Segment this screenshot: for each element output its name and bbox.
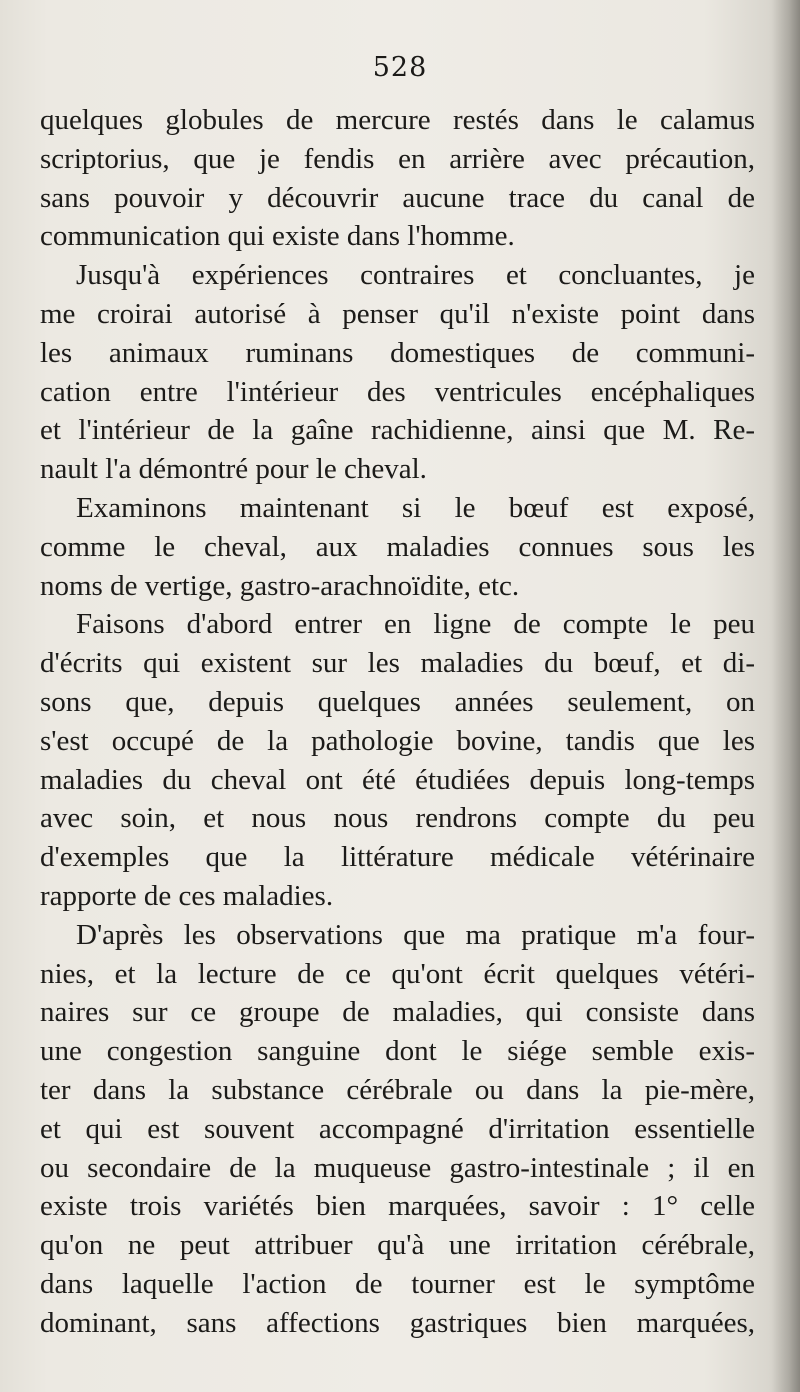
page-edge-shadow <box>772 0 800 1392</box>
text-line: qu'on ne peut attribuer qu'à une irritation cérébrale, <box>40 1229 755 1262</box>
page-number: 528 <box>372 52 428 83</box>
text-line: nies, et la lecture de ce qu'ont écrit quelques vétéri- <box>40 957 755 990</box>
text-line: cation entre l'intérieur des ventricules encéphaliques <box>40 375 755 408</box>
text-line: ou secondaire de la muqueuse gastro-intestinale ; il en <box>40 1151 755 1184</box>
text-line: avec soin, et nous nous rendrons compte du peu <box>40 802 755 835</box>
text-line: D'après les observations que ma pratique m'a four- <box>76 918 755 951</box>
text-line: Jusqu'à expériences contraires et concluantes, je <box>76 259 755 292</box>
text-line: quelques globules de mercure restés dans le calamus <box>40 104 755 136</box>
text-line: me croirai autorisé à penser qu'il n'existe point dans <box>40 297 755 330</box>
text-line: Examinons maintenant si le bœuf est exposé, <box>76 491 755 524</box>
text-line: dominant, sans affections gastriques bien marquées, <box>40 1306 755 1339</box>
text-line: nault l'a démontré pour le cheval. <box>40 453 427 486</box>
text-line: ter dans la substance cérébrale ou dans la pie-mère, <box>40 1073 755 1106</box>
text-line: d'écrits qui existent sur les maladies du bœuf, et di- <box>40 647 755 680</box>
text-line: naires sur ce groupe de maladies, qui consiste dans <box>40 996 755 1029</box>
text-line: et qui est souvent accompagné d'irritation essentielle <box>40 1112 755 1145</box>
text-line: les animaux ruminans domestiques de communi- <box>40 336 755 369</box>
text-line: scriptorius, que je fendis en arrière avec précaution, <box>40 142 755 175</box>
text-line: une congestion sanguine dont le siége semble exis- <box>40 1035 755 1068</box>
text-line: maladies du cheval ont été étudiées depuis long-temps <box>40 763 755 796</box>
text-line: existe trois variétés bien marquées, savoir : 1° celle <box>40 1190 755 1223</box>
text-line: comme le cheval, aux maladies connues sous les <box>40 530 755 563</box>
text-line: Faisons d'abord entrer en ligne de compte le peu <box>76 608 755 641</box>
text-line: s'est occupé de la pathologie bovine, tandis que les <box>40 724 755 757</box>
text-line: sans pouvoir y découvrir aucune trace du canal de <box>40 181 755 214</box>
text-line: d'exemples que la littérature médicale vétérinaire <box>40 841 755 874</box>
text-line: rapporte de ces maladies. <box>40 879 334 912</box>
text-line: sons que, depuis quelques années seulement, on <box>40 685 755 718</box>
text-line: et l'intérieur de la gaîne rachidienne, ainsi que M. Re- <box>40 414 755 447</box>
text-line: noms de vertige, gastro-arachnoïdite, etc. <box>40 569 520 602</box>
body-text <box>40 101 755 1343</box>
text-line: dans laquelle l'action de tourner est le symptôme <box>40 1267 755 1300</box>
text-line: communication qui existe dans l'homme. <box>40 220 515 253</box>
